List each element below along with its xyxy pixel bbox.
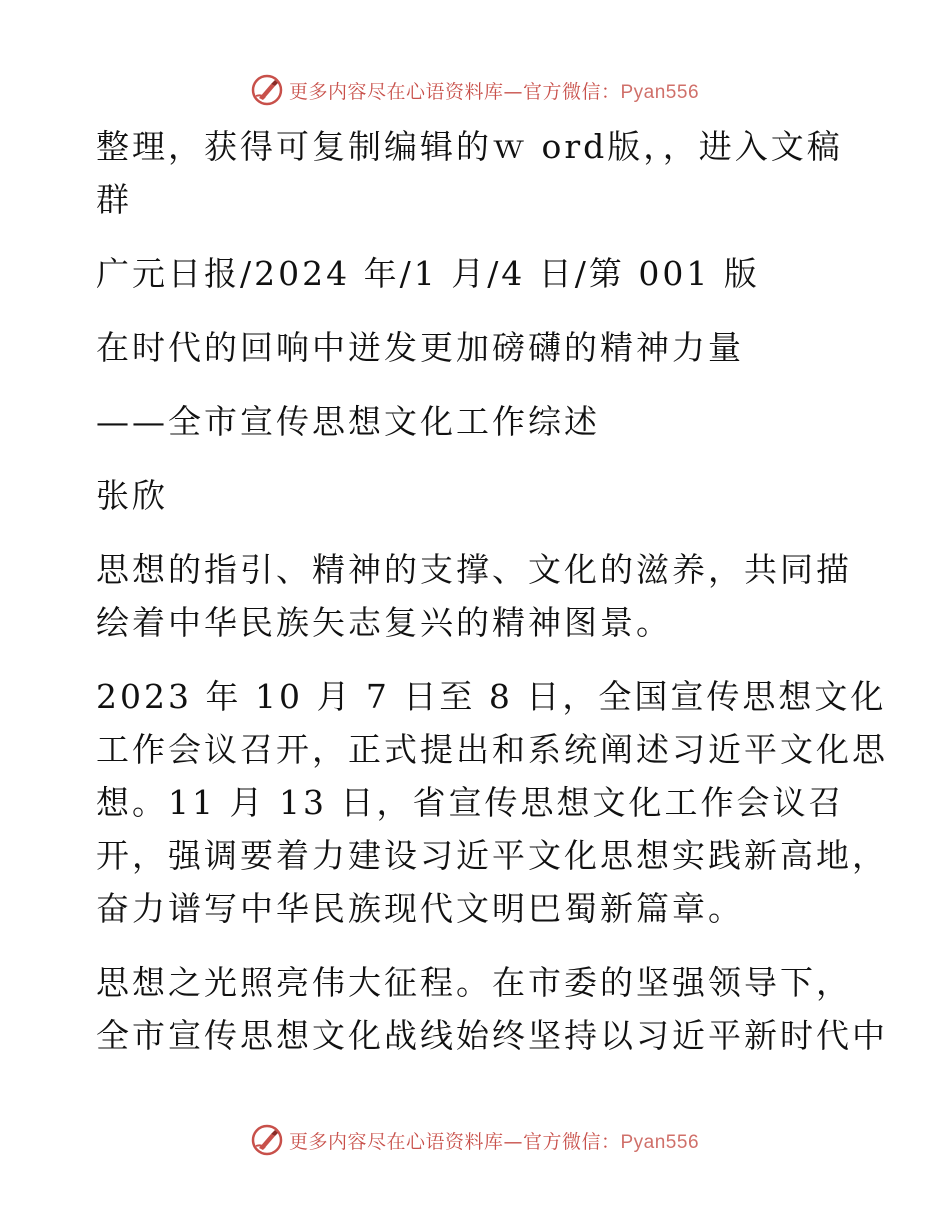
text-line: 想。11 月 13 日，省宣传思想文化工作会议召	[96, 783, 845, 822]
watermark-content	[251, 1124, 699, 1156]
text-line: 奋力谱写中华民族现代文明巴蜀新篇章。	[96, 889, 744, 928]
text-line: 群	[96, 180, 132, 219]
text-line: 广元日报/2024 年/1 月/4 日/第 001 版	[96, 254, 760, 293]
paragraph-spacer	[96, 649, 856, 670]
text-line: 绘着中华民族矢志复兴的精神图景。	[96, 603, 672, 642]
text-line: 整理，获得可复制编辑的ｗ ord版，，进入文稿	[96, 127, 843, 166]
paragraph	[96, 395, 856, 448]
paragraph-spacer	[96, 935, 856, 956]
pen-logo-icon	[251, 1124, 283, 1156]
text-line: 思想的指引、精神的支撑、文化的滋养，共同描	[96, 550, 852, 589]
pen-logo-icon	[251, 74, 283, 106]
paragraph-spacer	[96, 448, 856, 469]
text-line: ——全市宣传思想文化工作综述	[96, 402, 600, 441]
paragraph	[96, 321, 856, 374]
text-line: 开，强调要着力建设习近平文化思想实践新高地，	[96, 836, 888, 875]
paragraph-spacer	[96, 374, 856, 395]
paragraph	[96, 120, 856, 226]
paragraph-spacer	[96, 226, 856, 247]
text-line: 全市宣传思想文化战线始终坚持以习近平新时代中	[96, 1016, 888, 1055]
paragraph	[96, 956, 888, 1062]
paragraph	[96, 543, 856, 649]
watermark-text: 更多内容尽在心语资料库—官方微信：Pyan556	[288, 1130, 700, 1153]
paragraph-spacer	[96, 522, 856, 543]
text-line: 张欣	[96, 476, 168, 515]
paragraph	[96, 247, 856, 300]
text-line: 在时代的回响中迸发更加磅礴的精神力量	[96, 328, 744, 367]
paragraph	[96, 469, 856, 522]
watermark-banner-bottom	[0, 1120, 950, 1160]
watermark-text: 更多内容尽在心语资料库—官方微信：Pyan556	[288, 80, 700, 103]
watermark-banner-top	[0, 70, 950, 110]
paragraph-spacer	[96, 300, 856, 321]
text-line: 2023 年 10 月 7 日至 8 日，全国宣传思想文化	[96, 677, 887, 716]
text-line: 思想之光照亮伟大征程。在市委的坚强领导下，	[96, 963, 852, 1002]
document-body	[96, 120, 888, 1062]
paragraph	[96, 670, 888, 935]
text-line: 工作会议召开，正式提出和系统阐述习近平文化思	[96, 730, 888, 769]
watermark-content	[251, 74, 699, 106]
